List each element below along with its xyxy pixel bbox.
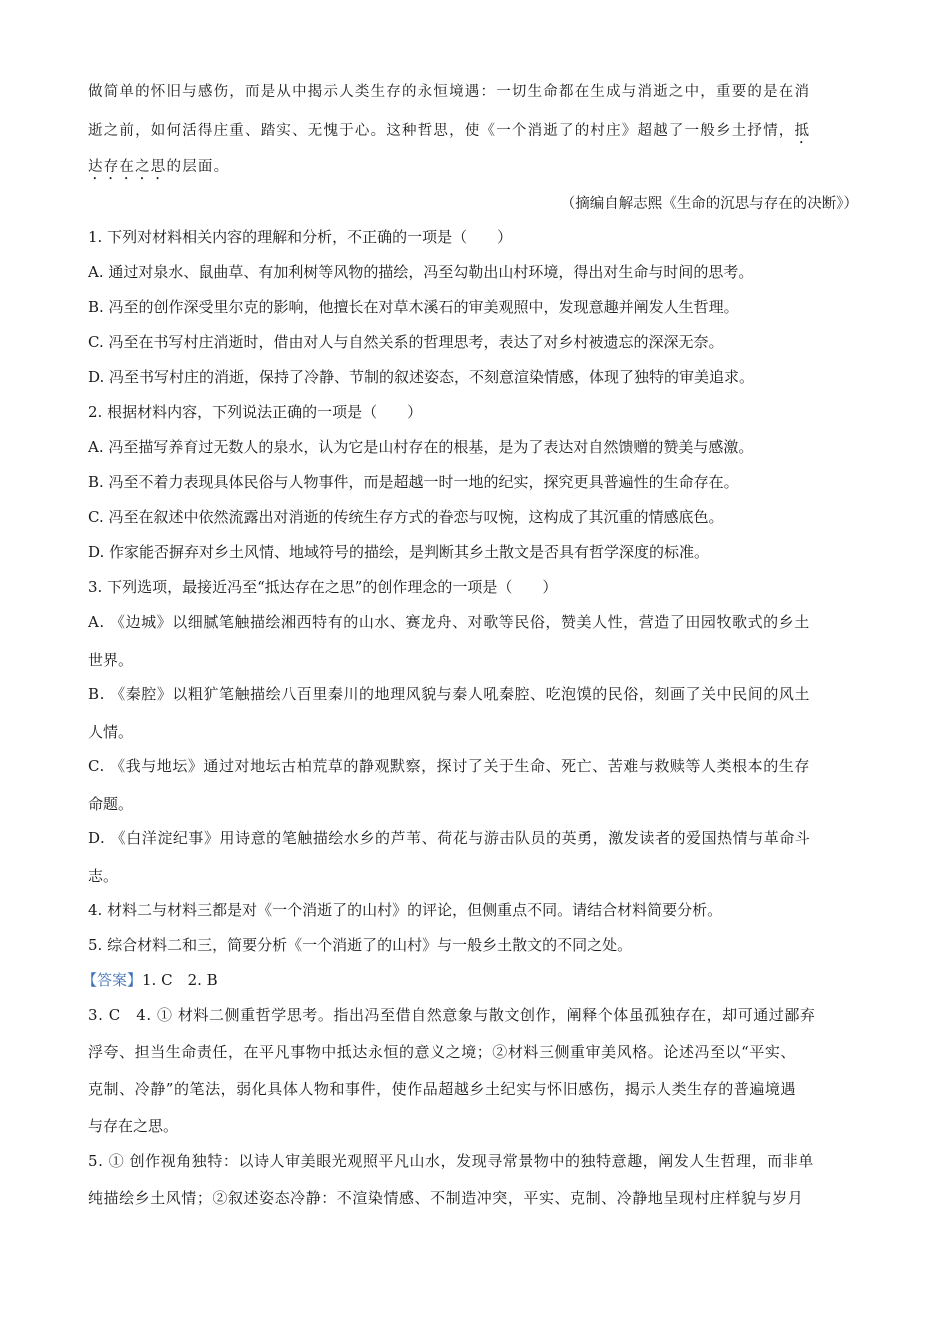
question-3-option-a-cont: 世界。 — [88, 651, 134, 669]
passage-line-3-text: 的层面。 — [166, 159, 230, 175]
emphasized-text: 抵 — [794, 123, 811, 139]
question-2-stem: 2. 根据材料内容，下列说法正确的一项是（ ） — [88, 403, 423, 421]
question-1-option-c: C. 冯至在书写村庄消逝时，借由对人与自然关系的哲理思考，表达了对乡村被遗忘的深深无奈。 — [88, 333, 724, 351]
passage-line-3 — [88, 157, 229, 183]
question-2-option-d: D. 作家能否摒弃对乡土风情、地域符号的描绘，是判断其乡土散文是否具有哲学深度的标准。 — [88, 543, 710, 561]
question-2-option-a: A. 冯至描写养育过无数人的泉水，认为它是山村存在的根基，是为了表达对自然馈赠的赞美与感激。 — [88, 438, 754, 456]
question-2-option-b: B. 冯至不着力表现具体民俗与人物事件，而是超越一时一地的纪实，探究更具普遍性的生命存在。 — [88, 473, 739, 491]
passage-line-2 — [88, 121, 810, 147]
answer-line-4: 克制、冷静”的笔法，弱化具体人物和事件，使作品超越乡土纪实与怀旧感伤，揭示人类生存的普遍境遇 — [88, 1080, 796, 1098]
passage-line-2-text: 逝之前，如何活得庄重、踏实、无愧于心。这种哲思，使《一个消逝了的村庄》超越了一般乡土抒情， — [88, 123, 795, 139]
question-5: 5. 综合材料二和三，简要分析《一个消逝了的山村》与一般乡土散文的不同之处。 — [88, 936, 633, 954]
answer-line-3: 浮夸、担当生命责任，在平凡事物中抵达永恒的意义之境；②材料三侧重审美风格。论述冯至以“平实、 — [88, 1043, 796, 1061]
question-1-option-d: D. 冯至书写村庄的消逝，保持了冷静、节制的叙述姿态，不刻意渲染情感，体现了独特的审美追求。 — [88, 368, 755, 386]
question-3-option-b: B. 《秦腔》以粗犷笔触描绘八百里秦川的地理风貌与秦人吼秦腔、吃泡馍的民俗，刻画了关中民间的风土 — [88, 685, 810, 703]
answer-line-5: 与存在之思。 — [88, 1117, 179, 1135]
question-1-stem: 1. 下列对材料相关内容的理解和分析，不正确的一项是（ ） — [88, 228, 513, 246]
question-4: 4. 材料二与材料三都是对《一个消逝了的山村》的评论，但侧重点不同。请结合材料简要分析。 — [88, 901, 723, 919]
answer-line-6: 5. ① 创作视角独特：以诗人审美眼光观照平凡山水，发现寻常景物中的独特意趣，阐发人生哲理，而非单 — [88, 1152, 814, 1170]
answer-tag: 【答案】 — [82, 971, 143, 989]
question-1-option-a: A. 通过对泉水、鼠曲草、有加利树等风物的描绘，冯至勾勒出山村环境，得出对生命与时间的思考。 — [88, 263, 754, 281]
question-3-option-a: A. 《边城》以细腻笔触描绘湘西特有的山水、赛龙舟、对歌等民俗，赞美人性，营造了田园牧歌式的乡土 — [88, 613, 810, 631]
emphasized-text: 达存在之思 — [88, 159, 167, 175]
question-3-option-d-cont: 志。 — [88, 867, 119, 885]
question-3-option-b-cont: 人情。 — [88, 723, 134, 741]
question-1-option-b: B. 冯至的创作深受里尔克的影响，他擅长在对草木溪石的审美观照中，发现意趣并阐发人生哲理。 — [88, 298, 739, 316]
passage-line-1: 做简单的怀旧与感伤，而是从中揭示人类生存的永恒境遇：一切生命都在生成与消逝之中，重要的是在消 — [88, 84, 811, 100]
question-3-option-c: C. 《我与地坛》通过对地坛古柏荒草的静观默察，探讨了关于生命、死亡、苦难与救赎等人类根本的生存 — [88, 757, 810, 775]
answer-line-2: 3. C 4. ① 材料二侧重哲学思考。指出冯至借自然意象与散文创作，阐释个体虽孤独存在，却可通过鄙弃 — [88, 1006, 816, 1024]
question-2-option-c: C. 冯至在叙述中依然流露出对消逝的传统生存方式的眷恋与叹惋，这构成了其沉重的情感底色。 — [88, 508, 724, 526]
answer-line-1-text: 1. C 2. B — [142, 971, 218, 989]
answer-line-1 — [82, 970, 218, 990]
question-3-stem: 3. 下列选项，最接近冯至“抵达存在之思”的创作理念的一项是（ ） — [88, 578, 558, 596]
citation: （摘编自解志熙《生命的沉思与存在的决断》） — [560, 196, 858, 212]
question-3-option-d: D. 《白洋淀纪事》用诗意的笔触描绘水乡的芦苇、荷花与游击队员的英勇，激发读者的爱国热情与革命斗 — [88, 829, 811, 847]
answer-line-7: 纯描绘乡土风情；②叙述姿态冷静：不渲染情感、不制造冲突，平实、克制、冷静地呈现村庄样貌与岁月 — [88, 1189, 804, 1207]
question-3-option-c-cont: 命题。 — [88, 795, 134, 813]
